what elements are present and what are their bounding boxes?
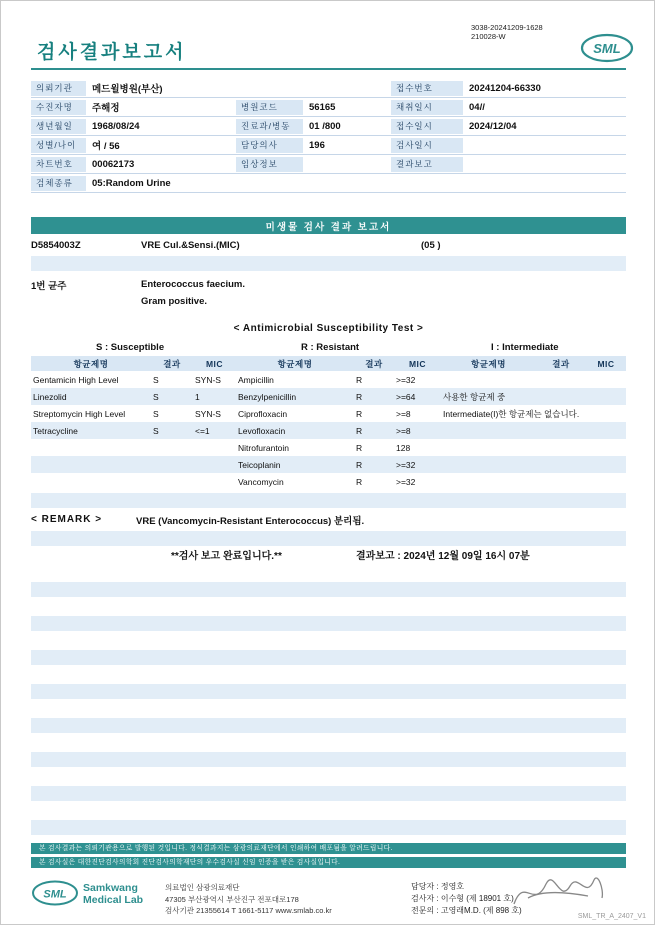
mic-value: 128 [396, 442, 411, 453]
antibiotic-name: Linezolid [33, 391, 67, 402]
ast-row [31, 405, 626, 422]
antibiotic-name: Ciprofloxacin [238, 408, 288, 419]
info-label: 진료과/병동 [236, 119, 303, 134]
mic-value: >=64 [396, 391, 416, 402]
result-value: R [356, 425, 363, 436]
info-label: 성별/나이 [31, 138, 86, 153]
result-value: R [356, 442, 363, 453]
info-label: 병원코드 [236, 100, 303, 115]
notice-bar-1: 본 검사결과는 의뢰기관용으로 발행된 것입니다. 정식결과지는 삼광의료재단에서 인쇄하여 배포됨을 알려드립니다. [31, 843, 626, 854]
mic-value: >=8 [396, 425, 411, 436]
form-version: SML_TR_A_2407_V1 [577, 913, 646, 920]
row-stripe [31, 531, 626, 546]
ast-legend [31, 338, 626, 356]
document-code-1: 3038-20241209-1628 [471, 23, 543, 32]
info-row [31, 117, 626, 136]
info-value: 1968/08/24 [92, 120, 140, 132]
info-value: 196 [309, 139, 325, 151]
result-value: R [356, 408, 363, 419]
info-label: 검사일시 [391, 138, 463, 153]
col-header-name: 항균제명 [73, 358, 109, 369]
result-value: S [153, 374, 159, 385]
info-row [31, 79, 626, 98]
antibiotic-name: Tetracycline [33, 425, 78, 436]
mic-value: SYN-S [195, 374, 221, 385]
antibiotic-name: Levofloxacin [238, 425, 286, 436]
antibiotic-name: Benzylpenicillin [238, 391, 297, 402]
test-extra: (05 ) [421, 239, 441, 251]
info-label: 검체종류 [31, 176, 86, 191]
report-datetime: 결과보고 : 2024년 12월 09일 16시 07분 [356, 551, 530, 562]
antibiotic-name: Nitrofurantoin [238, 442, 290, 453]
ast-title: < Antimicrobial Susceptibility Test > [233, 323, 424, 334]
ast-row [31, 439, 626, 456]
footer-org-name [83, 880, 165, 917]
ast-header-row [31, 356, 626, 371]
info-value: 00062173 [92, 158, 135, 170]
info-value: 2024/12/04 [469, 120, 517, 132]
organism-gram: Gram positive. [141, 296, 207, 307]
mic-value: >=32 [396, 476, 416, 487]
footer-sml-logo [31, 880, 83, 917]
mic-value: SYN-S [195, 408, 221, 419]
info-value: 주해정 [92, 103, 120, 114]
remark-text: VRE (Vancomycin-Resistant Enterococcus) 분리됨. [136, 515, 365, 527]
info-label: 결과보고 [391, 157, 463, 172]
ast-row [31, 388, 626, 405]
info-label: 생년월일 [31, 119, 86, 134]
mic-value: >=32 [396, 459, 416, 470]
antibiotic-name: Streptomycin High Level [33, 408, 126, 419]
sml-logo [580, 33, 634, 68]
antibiotic-name: Teicoplanin [238, 459, 281, 470]
organism-label: 1번 균주 [31, 281, 67, 292]
col-header-result: 결과 [365, 358, 383, 369]
row-stripe [31, 256, 626, 271]
mic-value: >=32 [396, 374, 416, 385]
ast-row [31, 422, 626, 439]
micro-section-header: 미생물 검사 결과 보고서 [31, 217, 626, 234]
col-header-mic: MIC [205, 358, 224, 369]
org-name-line1: Samkwang [83, 882, 138, 894]
document-code-2: 210028-W [471, 32, 506, 41]
info-label: 담당의사 [236, 138, 303, 153]
info-label [391, 176, 463, 191]
footer-staff [411, 880, 522, 917]
empty-striped-rows [31, 563, 626, 840]
ast-table-body [31, 371, 626, 490]
ast-row [31, 473, 626, 490]
address-line2: 47305 부산광역시 부산진구 전포대로178 [165, 894, 299, 904]
col-header-result: 결과 [552, 358, 570, 369]
info-label: 채취일시 [391, 100, 463, 115]
info-value: 메드윌병원(부산) [92, 84, 163, 95]
staff-examiner: 검사자 : 이수형 (제 18901 호) [411, 894, 514, 903]
row-stripe [31, 493, 626, 508]
col-header-name: 항균제명 [277, 358, 313, 369]
info-value: 56165 [309, 101, 336, 113]
col-header-result: 결과 [163, 358, 181, 369]
completion-text: **검사 보고 완료입니다.** [171, 551, 282, 562]
info-label: 수진자명 [31, 100, 86, 115]
col-header-mic: MIC [597, 358, 615, 369]
page-title: 검사결과보고서 [37, 42, 187, 63]
info-label: 차트번호 [31, 157, 86, 172]
org-name-line2: Medical Lab [83, 894, 144, 906]
remark-row [31, 511, 626, 528]
ast-row [31, 371, 626, 388]
result-value: S [153, 391, 159, 402]
completion-row [31, 546, 626, 563]
address-line3: 검사기관 21355614 T 1661-5117 www.smlab.co.kr [165, 906, 332, 915]
result-value: R [356, 459, 363, 470]
info-value: 01 /800 [309, 120, 341, 132]
organism-block [31, 271, 626, 310]
info-row [31, 98, 626, 117]
notice-bar-2: 본 검사실은 대한진단검사의학회 진단검사의학재단의 우수검사실 신임 인증을 받은 검사실입니다. [31, 857, 626, 868]
result-value: R [356, 391, 363, 402]
info-label: 접수일시 [391, 119, 463, 134]
report-body [31, 79, 626, 917]
mic-value: <=1 [195, 425, 210, 436]
mic-value: >=8 [396, 408, 411, 419]
organism-name: Enterococcus faecium. [141, 279, 246, 290]
legend-resistant: R : Resistant [301, 341, 360, 353]
footer-logo-text: SML [43, 888, 67, 901]
info-label: 접수번호 [391, 81, 463, 96]
info-label: 의뢰기관 [31, 81, 86, 96]
result-value: S [153, 425, 159, 436]
info-value: 04// [469, 101, 485, 113]
footer-address [165, 880, 411, 917]
info-value: 05:Random Urine [92, 177, 171, 189]
result-value: S [153, 408, 159, 419]
footer [31, 880, 626, 917]
mic-value: 1 [195, 391, 200, 402]
patient-info-table [31, 79, 626, 193]
info-value: 여 / 56 [92, 141, 120, 152]
staff-manager: 담당자 : 정영호 [411, 882, 465, 891]
title-divider [31, 68, 626, 70]
ast-note: 사용한 항균제 중 [443, 391, 506, 402]
info-label [236, 81, 303, 96]
col-header-mic: MIC [408, 358, 427, 369]
info-label [236, 176, 303, 191]
result-value: R [356, 476, 363, 487]
antibiotic-name: Vancomycin [238, 476, 284, 487]
test-line [31, 234, 626, 256]
test-code: D5854003Z [31, 239, 81, 251]
result-value: R [356, 374, 363, 385]
address-line1: 의료법인 삼광의료재단 [165, 883, 240, 892]
antibiotic-name: Gentamicin High Level [33, 374, 119, 385]
ast-row [31, 456, 626, 473]
remark-label: < REMARK > [31, 514, 103, 525]
antibiotic-name: Ampicillin [238, 374, 274, 385]
info-row [31, 174, 626, 193]
info-value: 20241204-66330 [469, 82, 541, 94]
legend-intermediate: I : Intermediate [491, 341, 559, 353]
sml-logo-text: SML [593, 41, 621, 56]
staff-specialist: 전문의 : 고영래M.D. (제 898 호) [411, 906, 522, 915]
col-header-name: 항균제명 [471, 358, 506, 369]
info-row [31, 136, 626, 155]
ast-note: Intermediate(I)한 항균제는 없습니다. [443, 408, 580, 419]
legend-susceptible: S : Susceptible [96, 341, 165, 353]
test-name: VRE Cul.&Sensi.(MIC) [141, 239, 240, 251]
info-label: 임상정보 [236, 157, 303, 172]
document-codes [471, 23, 543, 41]
info-row [31, 155, 626, 174]
